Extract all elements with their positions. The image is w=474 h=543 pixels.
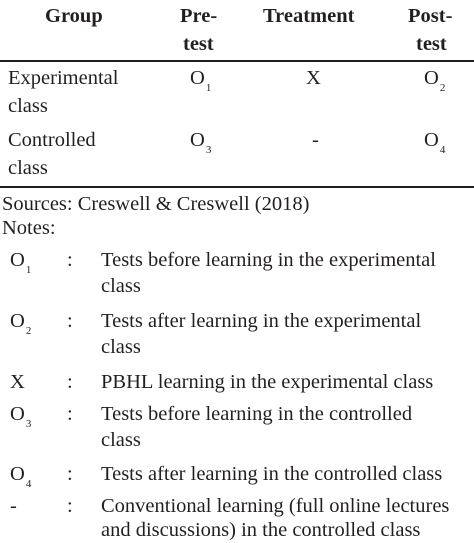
note-text-line2: class <box>101 336 141 358</box>
note-separator: : <box>67 249 73 271</box>
note-separator: : <box>67 371 73 393</box>
note-text-line1: Conventional learning (full online lectures <box>101 495 450 517</box>
note-separator: : <box>67 495 73 517</box>
note-separator: : <box>67 310 73 332</box>
note-symbol: - <box>10 495 17 517</box>
note-text-line2: class <box>101 275 141 297</box>
header-pretest-line2: test <box>183 33 214 55</box>
header-posttest-line2: test <box>416 33 447 55</box>
table-header-rule <box>0 60 474 62</box>
notes-title: Notes: <box>2 217 56 239</box>
note-text-line1: Tests after learning in the controlled class <box>101 463 443 485</box>
row-group-line1: Experimental <box>8 67 119 89</box>
note-symbol: $O_1$ <box>10 249 32 276</box>
sources-line: Sources: Creswell & Creswell (2018) <box>2 193 310 215</box>
note-symbol: X <box>10 371 25 393</box>
note-separator: : <box>67 403 73 425</box>
row-group-line2: class <box>8 157 48 179</box>
row-pretest: $O_1$ <box>190 67 212 94</box>
note-text-line1: Tests before learning in the experimental <box>101 249 436 271</box>
note-symbol: $O_3$ <box>10 403 32 430</box>
row-treatment: X <box>306 67 321 89</box>
row-pretest: $O_3$ <box>190 129 212 156</box>
table-bottom-rule <box>0 186 474 188</box>
header-posttest-line1: Post- <box>408 5 453 27</box>
row-group-line1: Controlled <box>8 129 96 151</box>
header-group: Group <box>45 5 103 27</box>
note-text-line2: class <box>101 429 141 451</box>
note-text-line1: PBHL learning in the experimental class <box>101 371 434 393</box>
header-pretest-line1: Pre- <box>180 5 218 27</box>
row-treatment: - <box>312 129 319 151</box>
note-text-line2: and discussions) in the controlled class <box>101 519 421 541</box>
note-symbol: $O_4$ <box>10 463 32 490</box>
row-posttest: $O_4$ <box>424 129 446 156</box>
row-group-line2: class <box>8 95 48 117</box>
note-separator: : <box>67 463 73 485</box>
row-posttest: $O_2$ <box>424 67 446 94</box>
note-text-line1: Tests after learning in the experimental <box>101 310 422 332</box>
note-symbol: $O_2$ <box>10 310 32 337</box>
header-treatment: Treatment <box>263 5 355 27</box>
note-text-line1: Tests before learning in the controlled <box>101 403 413 425</box>
